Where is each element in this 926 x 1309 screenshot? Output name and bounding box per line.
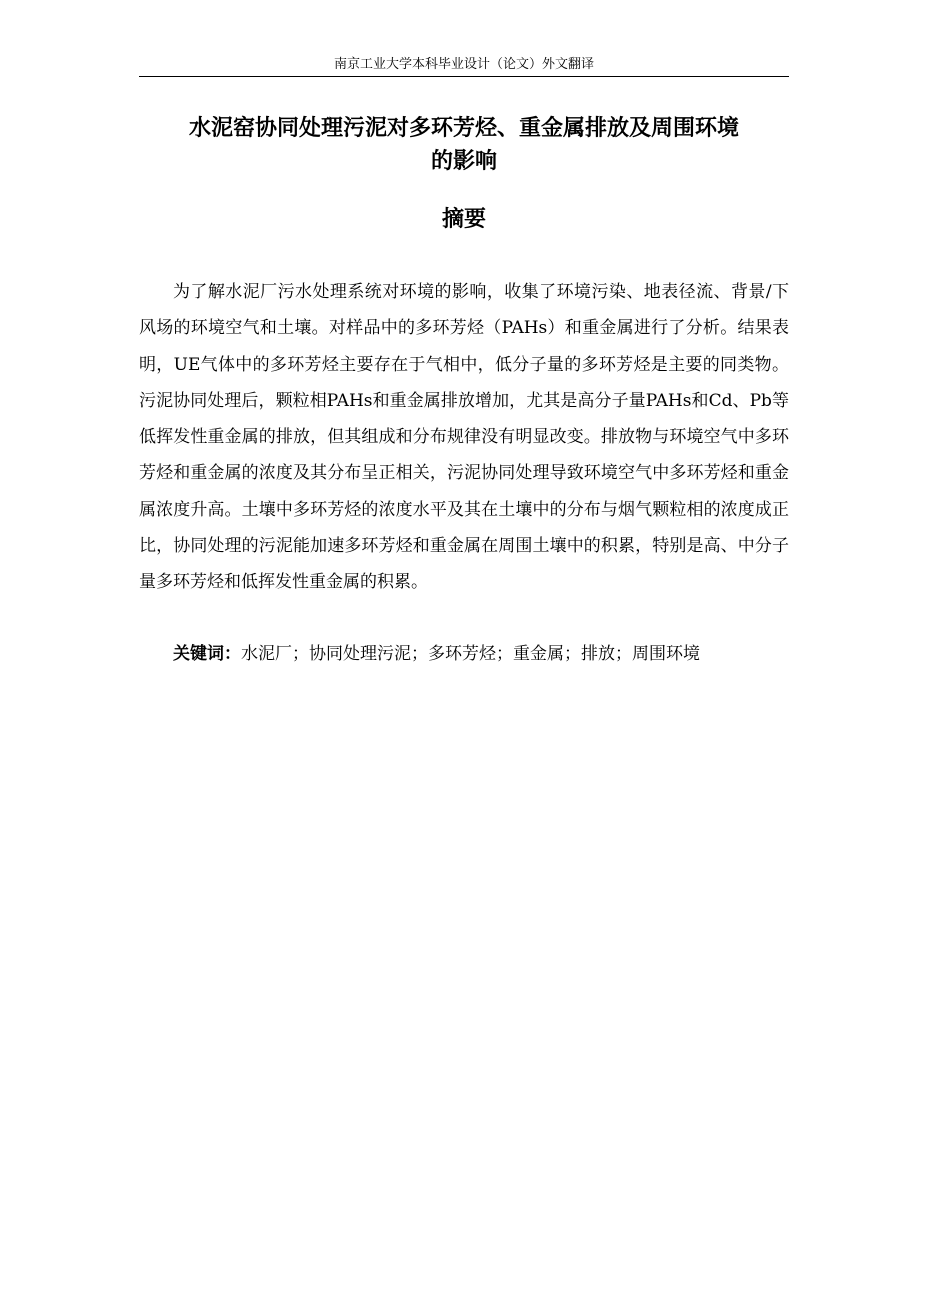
abstract-heading: 摘要 — [441, 207, 486, 232]
keywords-line — [139, 636, 789, 672]
document-title-line-2: 的影响 — [430, 149, 497, 174]
keywords-label: 关键词： — [173, 644, 241, 664]
header-divider — [139, 76, 789, 77]
keywords-text: 水泥厂；协同处理污泥；多环芳烃；重金属；排放；周围环境 — [241, 644, 700, 664]
abstract-body: 为了解水泥厂污水处理系统对环境的影响，收集了环境污染、地表径流、背景/下风场的环境空气和土壤。对样品中的多环芳烃（PAHs）和重金属进行了分析。结果表明，UE气体中的多环芳烃主要存在于气相中，低分子量的多环芳烃是主要的同类物。污泥协同处理后，颗粒相PAHs和重金属排放增加，尤其是高分子量PAHs和Cd、Pb等低挥发性重金属的排放，但其组成和分布规律没有明显改变。排放物与环境空气中多环芳烃和重金属的浓度及其分布呈正相关，污泥协同处理导致环境空气中多环芳烃和重金属浓度升高。土壤中多环芳烃的浓度水平及其在土壤中的分布与烟气颗粒相的浓度成正比，协同处理的污泥能加速多环芳烃和重金属在周围土壤中的积累，特别是高、中分子量多环芳烃和低挥发性重金属的积累。 — [139, 282, 789, 593]
document-title-line-1: 水泥窑协同处理污泥对多环芳烃、重金属排放及周围环境 — [188, 116, 739, 141]
document-title — [139, 112, 789, 178]
running-header: 南京工业大学本科毕业设计（论文）外文翻译 — [333, 57, 594, 72]
